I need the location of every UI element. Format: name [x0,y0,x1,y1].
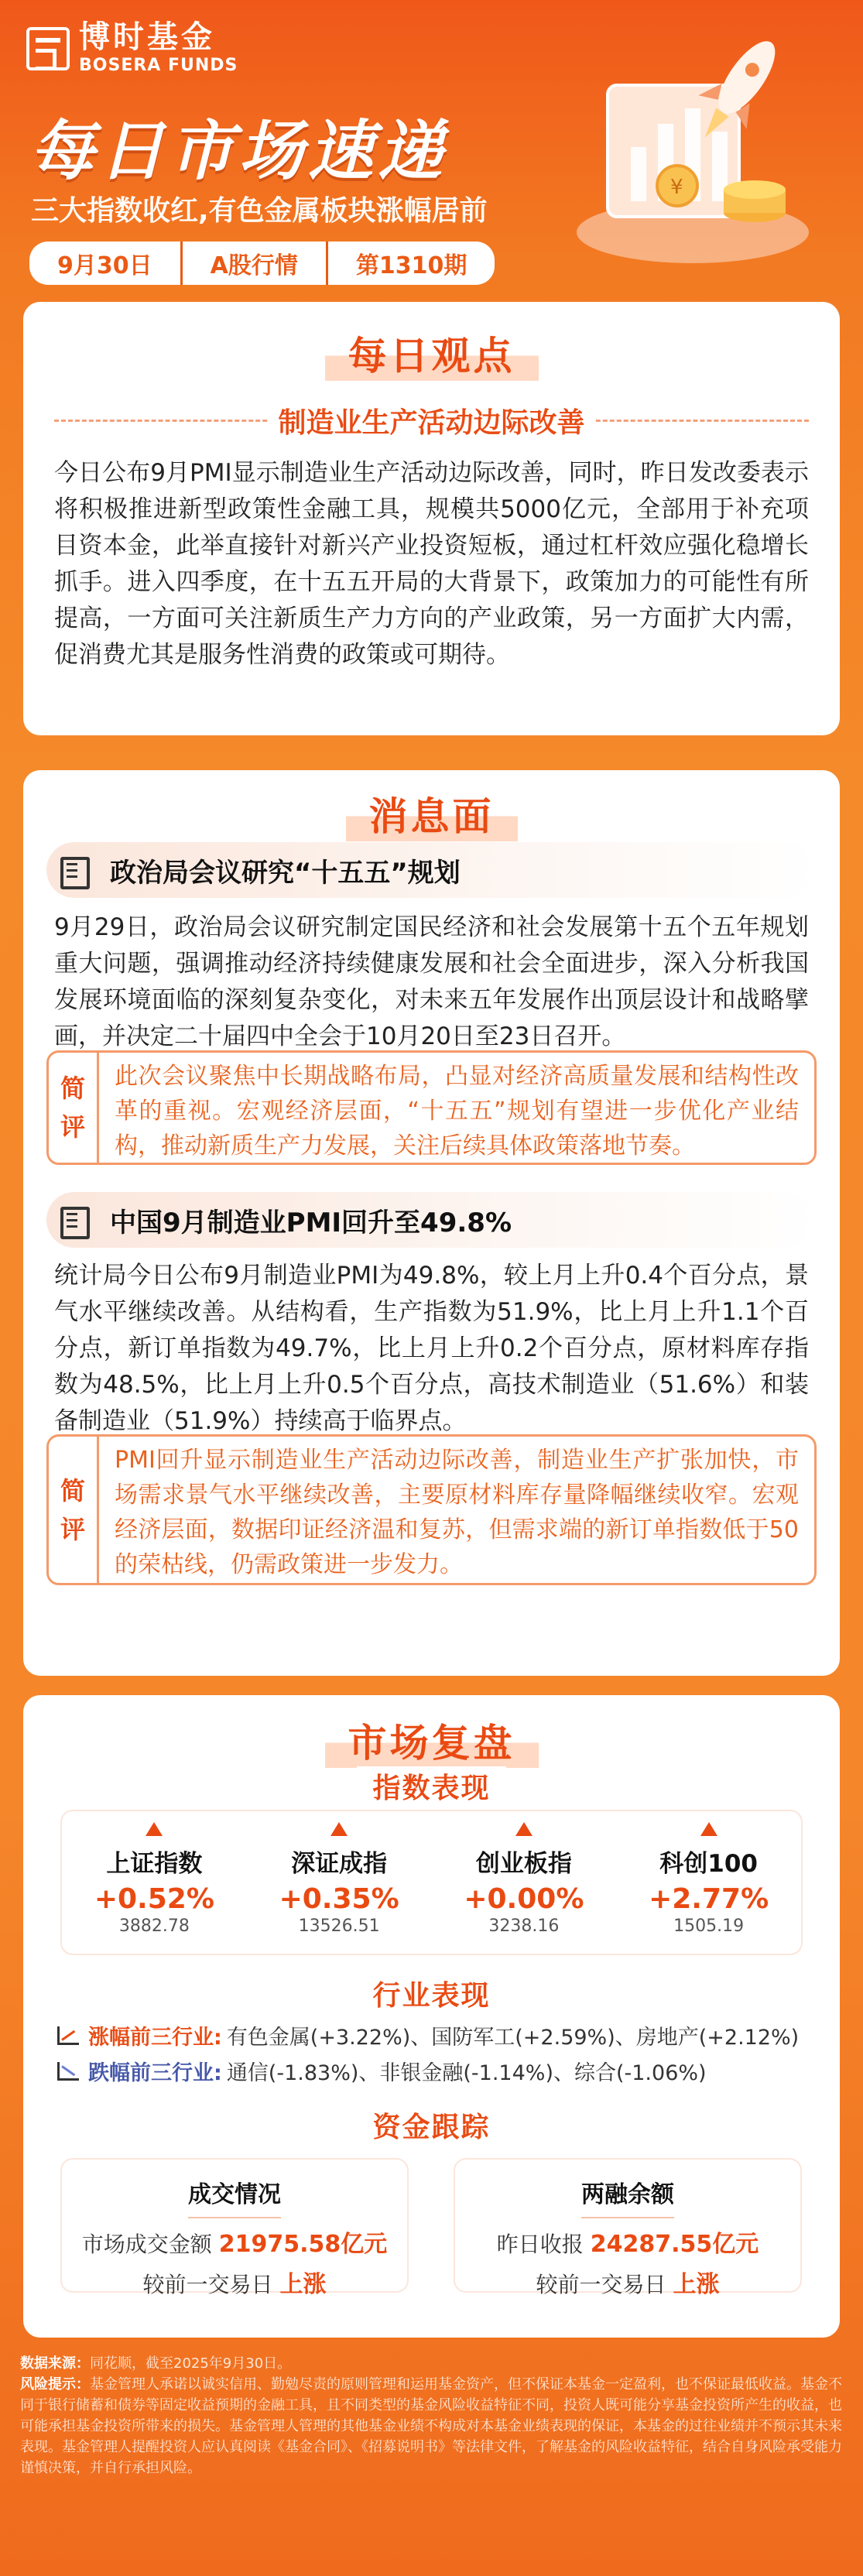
margin-compare: 较前一交易日 上涨 [536,2271,720,2298]
news-item-1-title: 政治局会议研究“十五五”规划 [110,857,461,889]
news-item-1-body: 9月29日，政治局会议研究制定国民经济和社会发展第十五个五年规划重大问题，强调推动经济持续健康发展和社会全面进步，深入分析我国发展环境面临的深刻复杂变化，对未来五年发展作出顶层设计和战略擘画，并决定二十届四中全会于10月20日至23日召开。 [54,913,809,1050]
news-item-1-comment [46,1050,817,1165]
market-card [23,1695,840,2338]
news-item-2-body: 统计局今日公布9月制造业PMI为49.8%，较上月上升0.4个百分点，景气水平继续改善。从结构看，生产指数为51.9%，比上月上升1.1个百分点，新订单指数为49.7%，比上月上升0.2个百分点，原材料库存指数为48.5%，比上月上升0.5个百分点，高技术制造业（51.6%）和装备制造业（51.9%）持续高于临界点。 [54,1262,809,1435]
industry-down-line [57,2056,707,2086]
index-change: +2.77% [649,1883,769,1915]
news-item-1-comment-text: 此次会议聚焦中长期战略布局，凸显对经济高质量发展和结构性改革的重视。宏观经济层面，“十五五”规划有望进一步优化产业结构，推动新质生产力发展，关注后续具体政策落地节奏。 [97,1053,814,1163]
brand-logo [26,19,238,75]
index-performance-panel [62,1811,801,1954]
margin-balance-box [455,2160,800,2298]
index-item [62,1811,247,1954]
logo-icon [26,27,70,70]
page-subtitle: 三大指数收红,有色金属板块涨幅居前 [31,195,488,227]
index-value: 3882.78 [118,1917,190,1936]
page-title: 每日市场速递 [29,113,448,189]
margin-title: 两融余额 [455,2160,800,2218]
index-change: +0.00% [464,1883,584,1915]
market-section-title: 市场复盘 [23,1712,840,1768]
index-change: +0.52% [94,1883,214,1915]
turnover-title: 成交情况 [62,2160,407,2218]
trend-up-icon [57,2026,79,2045]
up-arrow-icon [700,1822,717,1836]
industry-up-list: 有色金属(+3.22%)、国防军工(+2.59%)、房地产(+2.12%) [226,2026,800,2050]
daily-view-card [23,302,840,735]
news-item-2-comment-text: PMI回升显示制造业生产活动边际改善，制造业生产扩张加快，市场需求景气水平继续改善，主要原材料库存量降幅继续收窄。宏观经济层面，数据印证经济温和复苏，但需求端的新订单指数低于50的荣枯线，仍需政策进一步发力。 [97,1437,814,1583]
index-name: 上证指数 [106,1850,203,1878]
daily-view-headline: 制造业生产活动边际改善 [23,401,840,440]
footer-disclaimer [20,2353,843,2478]
turnover-compare: 较前一交易日 上涨 [142,2271,327,2298]
margin-amount: 昨日收报 24287.55亿元 [496,2231,759,2258]
trend-down-icon [57,2062,79,2081]
news-section-title: 消息面 [23,786,840,841]
date-tag: 9月30日 [29,242,183,285]
news-item-1-header [46,842,817,898]
index-item [247,1811,432,1954]
risk-warning: 风险提示：基金管理人承诺以诚实信用、勤勉尽责的原则管理和运用基金资产，但不保证本基金一定盈利，也不保证最低收益。基金不同于银行储蓄和债券等固定收益预期的金融工具，且不同类型的基金风险收益特征不同，投资人既可能分享基金投资所产生的收益，也可能承担基金投资所带来的损失。基金管理人管理的其他基金业绩不构成对本基金业绩表现的保证，本基金的过往业绩并不预示其未来表现。基金管理人提醒投资人应认真阅读《基金合同》、《招募说明书》等法律文件，了解基金的风险收益特征，结合自身风险承受能力谨慎决策，并自行承担风险。 [20,2376,842,2476]
index-performance-title: 指数表现 [23,1766,840,1806]
document-icon [57,852,93,888]
industry-up-label: 涨幅前三行业: [88,2026,222,2050]
comment-label: 简 评 [60,1475,85,1544]
up-arrow-icon [146,1822,163,1836]
index-change: +0.35% [279,1883,399,1915]
index-value: 1505.19 [673,1917,745,1936]
brand-name-cn: 博时基金 [79,19,215,55]
industry-up-line [57,2020,799,2050]
industry-down-label: 跌幅前三行业: [88,2061,222,2085]
index-item [616,1811,801,1954]
issue-tags [29,242,495,285]
fund-tracking-title: 资金跟踪 [23,2105,840,2145]
index-name: 科创100 [659,1850,758,1878]
index-name: 创业板指 [475,1850,572,1878]
brand-name-en: BOSERA FUNDS [79,56,238,75]
industry-performance-title: 行业表现 [23,1974,840,2013]
document-icon [57,1202,93,1238]
index-name: 深证成指 [291,1850,388,1878]
daily-view-title: 每日观点 [23,325,840,381]
daily-view-body: 今日公布9月PMI显示制造业生产活动边际改善，同时，昨日发改委表示将积极推进新型政策性金融工具，规模共5000亿元，全部用于补充项目资本金，此举直接针对新兴产业投资短板，通过杠杆效应强化稳增长抓手。进入四季度，在十五五开局的大背景下，政策加力的可能性有所提高，一方面可关注新质生产力方向的产业政策，另一方面扩大内需，促消费尤其是服务性消费的政策或可期待。 [54,459,809,669]
index-value: 3238.16 [488,1917,560,1936]
up-arrow-icon [330,1822,348,1836]
index-item [432,1811,617,1954]
turnover-amount: 市场成交金额 21975.58亿元 [81,2231,388,2258]
category-tag: A股行情 [183,242,328,285]
data-source: 数据来源：同花顺，截至2025年9月30日。 [20,2355,292,2372]
svg-text:¥: ¥ [670,176,683,199]
news-item-2-header [46,1192,817,1248]
comment-label: 简 评 [60,1074,85,1142]
index-value: 13526.51 [298,1917,380,1936]
up-arrow-icon [515,1822,533,1836]
news-item-2-title: 中国9月制造业PMI回升至49.8% [110,1207,512,1238]
news-card [23,770,840,1676]
industry-down-list: 通信(-1.83%)、非银金融(-1.14%)、综合(-1.06%) [226,2061,707,2085]
turnover-box [62,2160,407,2298]
rocket-chart-illustration [561,31,817,271]
news-item-2-comment [46,1434,817,1585]
header [0,0,863,294]
issue-number-tag: 第1310期 [328,242,495,285]
